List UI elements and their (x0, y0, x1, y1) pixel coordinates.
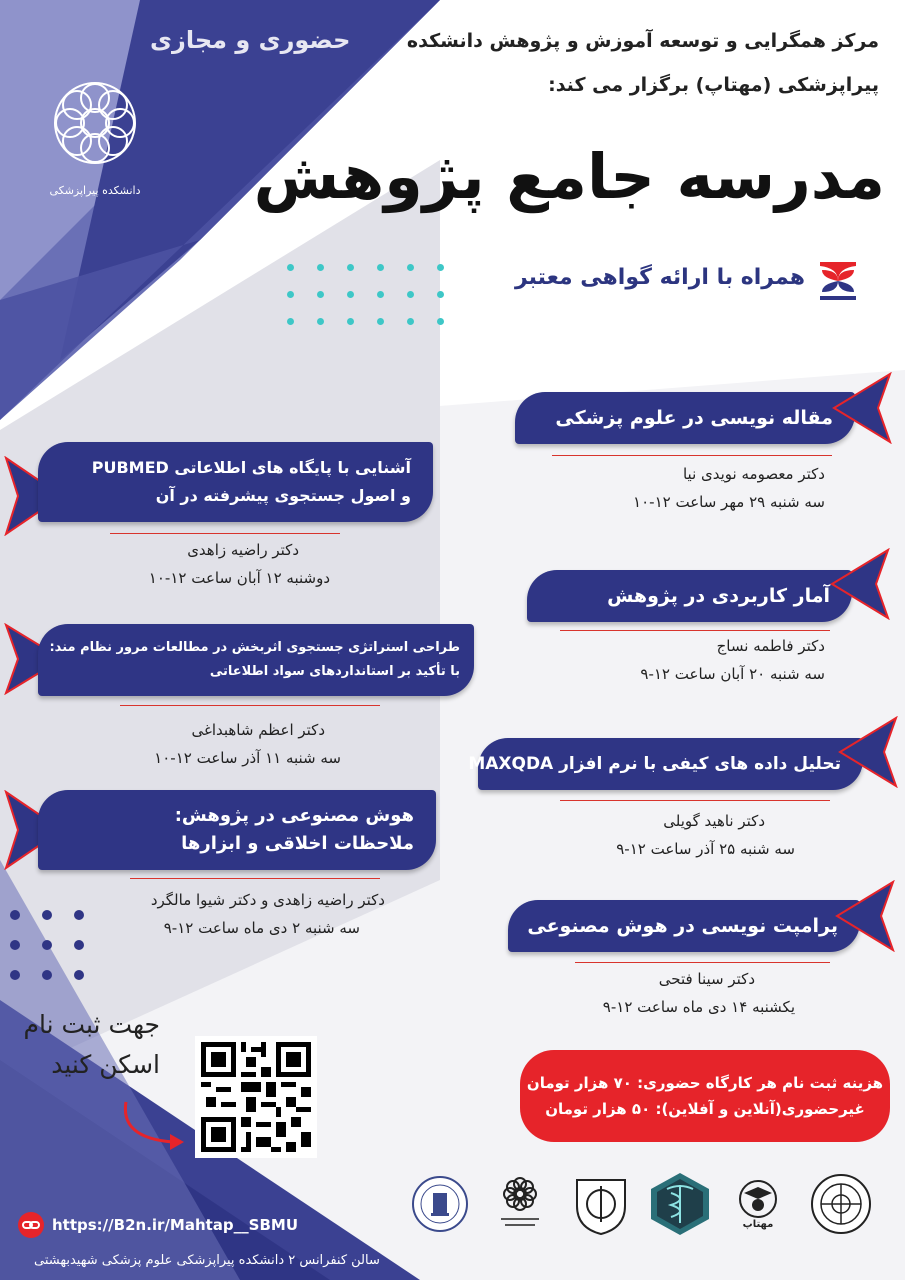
workshop-banner-search-strategy (38, 624, 474, 696)
teal-dot-grid (285, 262, 455, 327)
workshop-banner-ai-research (38, 790, 436, 870)
workshop-title: آمار کاربردی در پژوهش (607, 585, 830, 607)
university-logo-label: دانشکده پیراپزشکی (49, 184, 141, 197)
footer-location-row (22, 1246, 380, 1274)
page-title: مدرسه جامع پژوهش (253, 140, 885, 213)
partner-logo-3 (566, 1168, 636, 1240)
registration-link[interactable]: https://B2n.ir/Mahtap__SBMU (52, 1216, 299, 1234)
hourglass-icon (820, 262, 856, 300)
registration-qr-code[interactable] (195, 1036, 317, 1158)
session-time: سه شنبه ۱۱ آذر ساعت ۱۲-۱۰ (154, 749, 341, 767)
workshop-title-line-2: ملاحظات اخلاقی و ابزارها (181, 833, 414, 854)
lecturer-name: دکتر اعظم شاهبداغی (191, 721, 325, 739)
partner-logo-2 (485, 1168, 555, 1240)
navy-dot-grid (10, 910, 90, 980)
workshop-title-line-1: طراحی استراتژی جستجوی اثربخش در مطالعات مرور نظام مند: (49, 640, 460, 655)
session-time: سه شنبه ۲ دی ماه ساعت ۱۲-۹ (163, 919, 360, 937)
chevron-left-icon (835, 880, 895, 952)
divider (552, 455, 832, 456)
flower-emblem-icon (491, 1172, 549, 1236)
workshop-banner-qualitative-data (468, 738, 863, 790)
divider (560, 800, 830, 801)
organizer-line-1: مرکز همگرایی و توسعه آموزش و پژوهش دانشکده (406, 30, 879, 52)
caduceus-emblem-icon (647, 1171, 713, 1237)
curved-arrow-icon (118, 1098, 188, 1153)
lecturer-name: دکتر راضیه زاهدی (187, 541, 299, 559)
shield-emblem-icon (571, 1172, 631, 1236)
book-emblem-icon (411, 1175, 469, 1233)
organizer-line-2: پیراپزشکی (مهتاپ) برگزار می کند: (548, 74, 879, 96)
cost-line-1: هزینه ثبت نام هر کارگاه حضوری: ۷۰ هزار تومان (526, 1074, 884, 1092)
session-time: سه شنبه ۲۵ آذر ساعت ۱۲-۹ (616, 840, 795, 858)
partner-logo-4 (642, 1168, 717, 1240)
certificate-subtitle: همراه با ارائه گواهی معتبر (514, 265, 805, 290)
cost-line-2: غیرحضوری(آنلاین و آفلاین): ۵۰ هزار تومان (545, 1100, 865, 1118)
workshop-title: پرامپت نویسی در هوش مصنوعی (527, 915, 838, 937)
workshop-banner-pubmed (38, 442, 433, 522)
link-icon (18, 1212, 44, 1238)
session-time: یکشنبه ۱۴ دی ماه ساعت ۱۲-۹ (602, 998, 795, 1016)
workshop-title: تحلیل داده های کیفی با نرم افزار MAXQDA (468, 754, 841, 774)
divider (120, 705, 380, 706)
network-emblem-icon (809, 1172, 873, 1236)
divider (130, 878, 380, 879)
flower-logo-icon (40, 68, 150, 178)
divider (560, 630, 830, 631)
event-location: سالن کنفرانس ۲ دانشکده پیراپزشکی علوم پزشکی شهیدبهشتی (34, 1252, 380, 1268)
lecturer-name: دکتر معصومه نویدی نیا (682, 465, 825, 483)
chevron-left-icon (838, 716, 898, 788)
session-time: دوشنبه ۱۲ آبان ساعت ۱۲-۱۰ (148, 569, 330, 587)
lecturer-name: دکتر راضیه زاهدی و دکتر شیوا مالگرد (150, 891, 385, 909)
register-line-1: جهت ثبت نام (23, 1010, 160, 1039)
workshop-title-line-2: با تأکید بر استانداردهای سواد اطلاعاتی (209, 664, 460, 679)
session-time: سه شنبه ۲۹ مهر ساعت ۱۲-۱۰ (633, 493, 825, 511)
workshop-banner-prompt-writing (508, 900, 860, 952)
workshop-title-line-1: هوش مصنوعی در پژوهش: (174, 805, 414, 826)
qr-code-icon (201, 1042, 311, 1152)
footer-link-row[interactable] (18, 1212, 338, 1238)
workshop-banner-applied-statistics (527, 570, 852, 622)
workshop-title: مقاله نویسی در علوم پزشکی (555, 407, 833, 429)
lecturer-name: دکتر ناهید گویلی (663, 812, 765, 830)
divider (110, 533, 340, 534)
partner-logo-6 (805, 1168, 877, 1240)
registration-cost (520, 1050, 890, 1142)
mahtap-label: مهتاپ (742, 1218, 774, 1230)
lecturer-name: دکتر سینا فتحی (658, 970, 755, 988)
chevron-left-icon (832, 372, 892, 444)
workshop-title-line-1: آشنایی با پایگاه های اطلاعاتی PUBMED (91, 458, 411, 477)
partner-logo-1 (405, 1168, 475, 1240)
lecturer-name: دکتر فاطمه نساج (716, 637, 825, 655)
divider (575, 962, 830, 963)
partner-logo-mahtap (718, 1168, 798, 1240)
university-logo (40, 68, 150, 198)
workshop-title-line-2: و اصول جستجوی پیشرفته در آن (155, 486, 411, 505)
register-line-2: اسکن کنید (51, 1050, 160, 1079)
workshop-banner-article-writing (515, 392, 855, 444)
mode-badge: حضوری و مجازی (150, 26, 351, 54)
session-time: سه شنبه ۲۰ آبان ساعت ۱۲-۹ (640, 665, 825, 683)
chevron-left-icon (830, 548, 890, 620)
graduate-emblem-icon (736, 1179, 780, 1219)
